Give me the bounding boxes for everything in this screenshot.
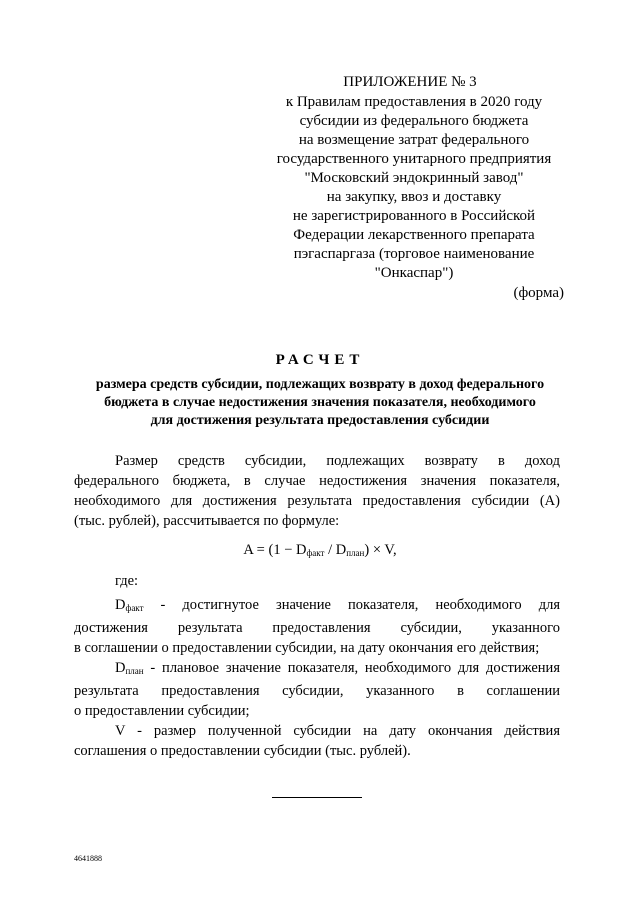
formula-part: A = (1 − D	[243, 542, 307, 558]
definition-text: - плановое значение показателя, необходимого для достижения	[143, 660, 560, 676]
annex-line: "Московский эндокринный завод"	[304, 170, 524, 186]
paragraph-line: федерального бюджета, в случае недостижения значения показателя,	[74, 473, 560, 489]
annex-title: ПРИЛОЖЕНИЕ № 3	[343, 74, 477, 90]
definition-text: - достигнутое значение показателя, необходимого для	[143, 597, 560, 613]
annex-line: на возмещение затрат федерального	[298, 132, 530, 148]
symbol-subscript: план	[125, 666, 144, 676]
formula-part: / D	[324, 542, 347, 558]
document-number: 4641888	[74, 854, 102, 863]
paragraph-line: о предоставлении субсидии;	[74, 703, 250, 719]
annex-line: пэгаспаргаза (торговое наименование	[293, 246, 535, 262]
subtitle-line: бюджета в случае недостижения значения показателя, необходимого	[104, 395, 536, 410]
subtitle-line: размера средств субсидии, подлежащих возврату в доход федерального	[95, 377, 545, 392]
definition-d-fact-line	[74, 595, 560, 618]
annex-line: к Правилам предоставления в 2020 году	[285, 94, 543, 110]
document-title: РАСЧЕТ	[275, 352, 365, 368]
annex-line: государственного унитарного предприятия	[276, 151, 552, 167]
formula	[0, 540, 640, 563]
symbol: D	[115, 660, 126, 676]
footnote-separator	[272, 797, 362, 798]
formula-subscript: план	[346, 548, 365, 558]
annex-line: на закупку, ввоз и доставку	[326, 189, 502, 205]
formula-subscript: факт	[306, 548, 325, 558]
annex-line: субсидии из федерального бюджета	[299, 113, 529, 129]
symbol: D	[115, 597, 126, 613]
definitions	[74, 571, 560, 761]
paragraph-line: Размер средств субсидии, подлежащих возврату в доход	[115, 453, 560, 469]
annex-line: "Онкаспар")	[374, 265, 454, 281]
definition-v-line: V - размер полученной субсидии на дату окончания действия	[115, 723, 560, 739]
paragraph-line: достижения результата предоставления субсидии, указанного	[74, 620, 560, 636]
definition-d-plan-line	[74, 658, 560, 681]
intro-paragraph	[74, 451, 560, 531]
formula-part: ) × V,	[364, 542, 397, 558]
symbol-subscript: факт	[125, 603, 144, 613]
annex-line: не зарегистрированного в Российской	[292, 208, 536, 224]
paragraph-line: результата предоставления субсидии, указанного в соглашении	[74, 683, 560, 699]
document-subtitle	[70, 376, 570, 430]
paragraph-line: соглашения о предоставлении субсидии (тыс. рублей).	[74, 743, 411, 759]
paragraph-line: необходимого для достижения результата предоставления субсидии (A)	[74, 493, 560, 509]
annex-description	[272, 93, 556, 283]
where-label: где:	[115, 573, 139, 589]
annex-line: Федерации лекарственного препарата	[293, 227, 535, 243]
paragraph-line: в соглашении о предоставлении субсидии, на дату окончания его действия;	[74, 640, 540, 656]
subtitle-line: для достижения результата предоставления субсидии	[150, 413, 490, 428]
form-label: (форма)	[513, 285, 564, 301]
paragraph-line: (тыс. рублей), рассчитывается по формуле:	[74, 513, 340, 529]
